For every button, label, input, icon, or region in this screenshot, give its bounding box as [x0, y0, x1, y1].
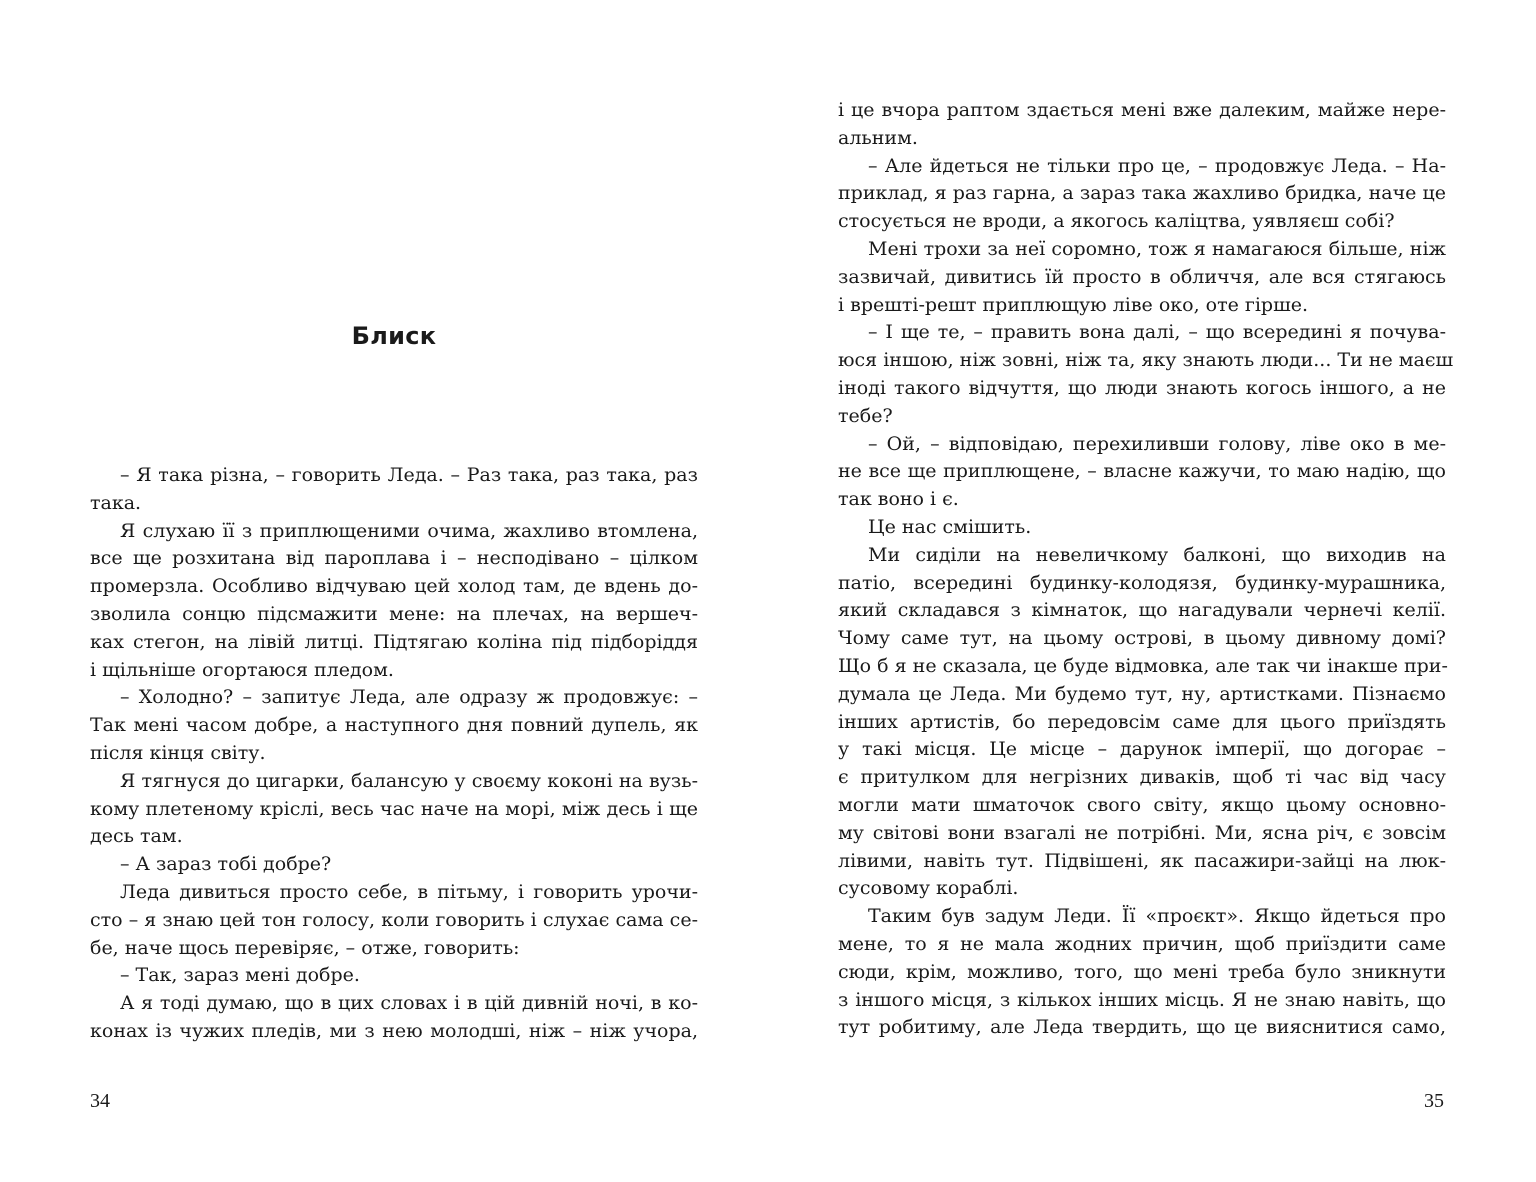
- text-line: не все ще приплющене, – власне кажучи, то маю надію, що: [838, 460, 1446, 483]
- text-line: кому плетеному кріслі, весь час наче на морі, між десь і ще: [90, 797, 698, 820]
- text-line: сто – я знаю цей тон голосу, коли говорить і слухає сама се-: [90, 908, 698, 931]
- text-line: Таким був задум Леди. Її «проєкт». Якщо йдеться про: [868, 905, 1446, 928]
- text-line: така.: [90, 491, 142, 514]
- page-number-right: 35: [1424, 1090, 1444, 1112]
- text-line: конах із чужих пледів, ми з нею молодші, ніж – ніж учора,: [90, 1019, 698, 1042]
- page-number-left: 34: [90, 1090, 110, 1112]
- text-line: Леда дивиться просто себе, в пітьму, і говорить урочи-: [120, 880, 698, 903]
- text-line: Я тягнуся до цигарки, балансую у своєму коконі на вузь-: [120, 769, 698, 792]
- right-page: [768, 0, 1536, 1182]
- text-line: з іншого місця, з кількох інших місць. Я не знаю навіть, що: [838, 988, 1446, 1011]
- chapter-title: Блиск: [351, 322, 437, 350]
- text-line: іноді такого відчуття, що люди знають когось іншого, а не: [838, 376, 1446, 399]
- text-line: альним.: [838, 126, 918, 149]
- text-line: після кінця світу.: [90, 741, 266, 764]
- text-line: Мені трохи за неї соромно, тож я намагаюся більше, ніж: [868, 237, 1446, 260]
- text-line: сюди, крім, можливо, того, що мені треба було зникнути: [838, 960, 1446, 983]
- text-line: – Я така різна, – говорить Леда. – Раз така, раз така, раз: [120, 464, 698, 486]
- text-line: – І ще те, – править вона далі, – що всередині я почува-: [868, 321, 1446, 344]
- text-line: десь там.: [90, 825, 183, 848]
- right-page-text: [838, 97, 1454, 1042]
- text-line: патіо, всередині будинку-колодязя, будинку-мурашника,: [838, 571, 1446, 594]
- text-line: інших артистів, бо передовсім саме для цього приїздять: [838, 710, 1446, 733]
- text-line: – Так, зараз мені добре.: [120, 964, 360, 987]
- text-line: бе, наче щось перевіряє, – отже, говорить:: [90, 936, 520, 959]
- text-line: Ми сиділи на невеличкому балконі, що виходив на: [868, 543, 1446, 566]
- text-line: А я тоді думаю, що в цих словах і в цій дивній ночі, в ко-: [120, 992, 698, 1015]
- text-line: мене, то я не мала жодних причин, щоб приїздити саме: [838, 932, 1446, 955]
- text-line: Це нас смішить.: [868, 515, 1032, 538]
- text-line: лівими, навіть тут. Підвішені, як пасажири-зайці на люк-: [838, 849, 1446, 872]
- text-line: все ще розхитана від пароплава і – несподівано – цілком: [90, 547, 698, 570]
- text-line: – Але йдеться не тільки про це, – продовжує Леда. – На-: [868, 154, 1446, 177]
- text-line: – Холодно? – запитує Леда, але одразу ж продовжує: –: [120, 686, 698, 709]
- text-line: стосується не вроди, а якогось каліцтва, уявляєш собі?: [838, 210, 1395, 233]
- text-line: промерзла. Особливо відчуваю цей холод там, де вдень до-: [90, 575, 698, 598]
- text-line: му світові вони взагалі не потрібні. Ми, ясна річ, є зовсім: [838, 821, 1446, 844]
- text-line: могли мати шматочок свого світу, якщо цьому основно-: [838, 793, 1446, 816]
- text-line: ках стегон, на лівій литці. Підтягаю коліна під підборіддя: [90, 630, 698, 653]
- text-line: зазвичай, дивитись їй просто в обличчя, але вся стягаюсь: [838, 265, 1446, 288]
- text-line: – Ой, – відповідаю, перехиливши голову, ліве око в ме-: [868, 432, 1446, 455]
- text-line: тут робитиму, але Леда твердить, що це вияснитися само,: [838, 1016, 1446, 1039]
- text-line: Чому саме тут, на цьому острові, в цьому дивному домі?: [838, 627, 1446, 650]
- text-line: Я слухаю її з приплющеними очима, жахливо втомлена,: [120, 519, 698, 542]
- text-line: який складався з кімнаток, що нагадували чернечі келії.: [838, 599, 1446, 622]
- text-line: юся іншою, ніж зовні, ніж та, яку знають люди... Ти не маєш: [838, 349, 1454, 372]
- text-line: – А зараз тобі добре?: [120, 853, 332, 876]
- text-line: приклад, я раз гарна, а зараз така жахливо бридка, наче це: [838, 182, 1446, 205]
- text-line: Що б я не сказала, це буде відмовка, але так чи інакше при-: [838, 654, 1448, 677]
- text-line: так воно і є.: [838, 488, 959, 511]
- text-line: сусовому кораблі.: [838, 877, 1019, 900]
- text-line: і це вчора раптом здається мені вже далеким, майже нере-: [838, 99, 1446, 121]
- text-line: Так мені часом добре, а наступного дня повний дупель, як: [90, 714, 698, 737]
- text-line: зволила сонцю підсмажити мене: на плечах, на вершеч-: [90, 602, 698, 625]
- text-line: думала це Леда. Ми будемо тут, ну, артистками. Пізнаємо: [838, 682, 1446, 705]
- text-line: і щільніше огортаюся пледом.: [90, 658, 394, 681]
- text-line: і врешті-решт приплющую ліве око, оте гірше.: [838, 293, 1309, 316]
- left-page-text: [90, 462, 698, 1046]
- text-line: у такі місця. Це місце – дарунок імперії, що догорає –: [838, 738, 1446, 761]
- text-line: тебе?: [838, 404, 893, 427]
- text-line: є притулком для негрізних диваків, щоб ті час від часу: [838, 766, 1446, 789]
